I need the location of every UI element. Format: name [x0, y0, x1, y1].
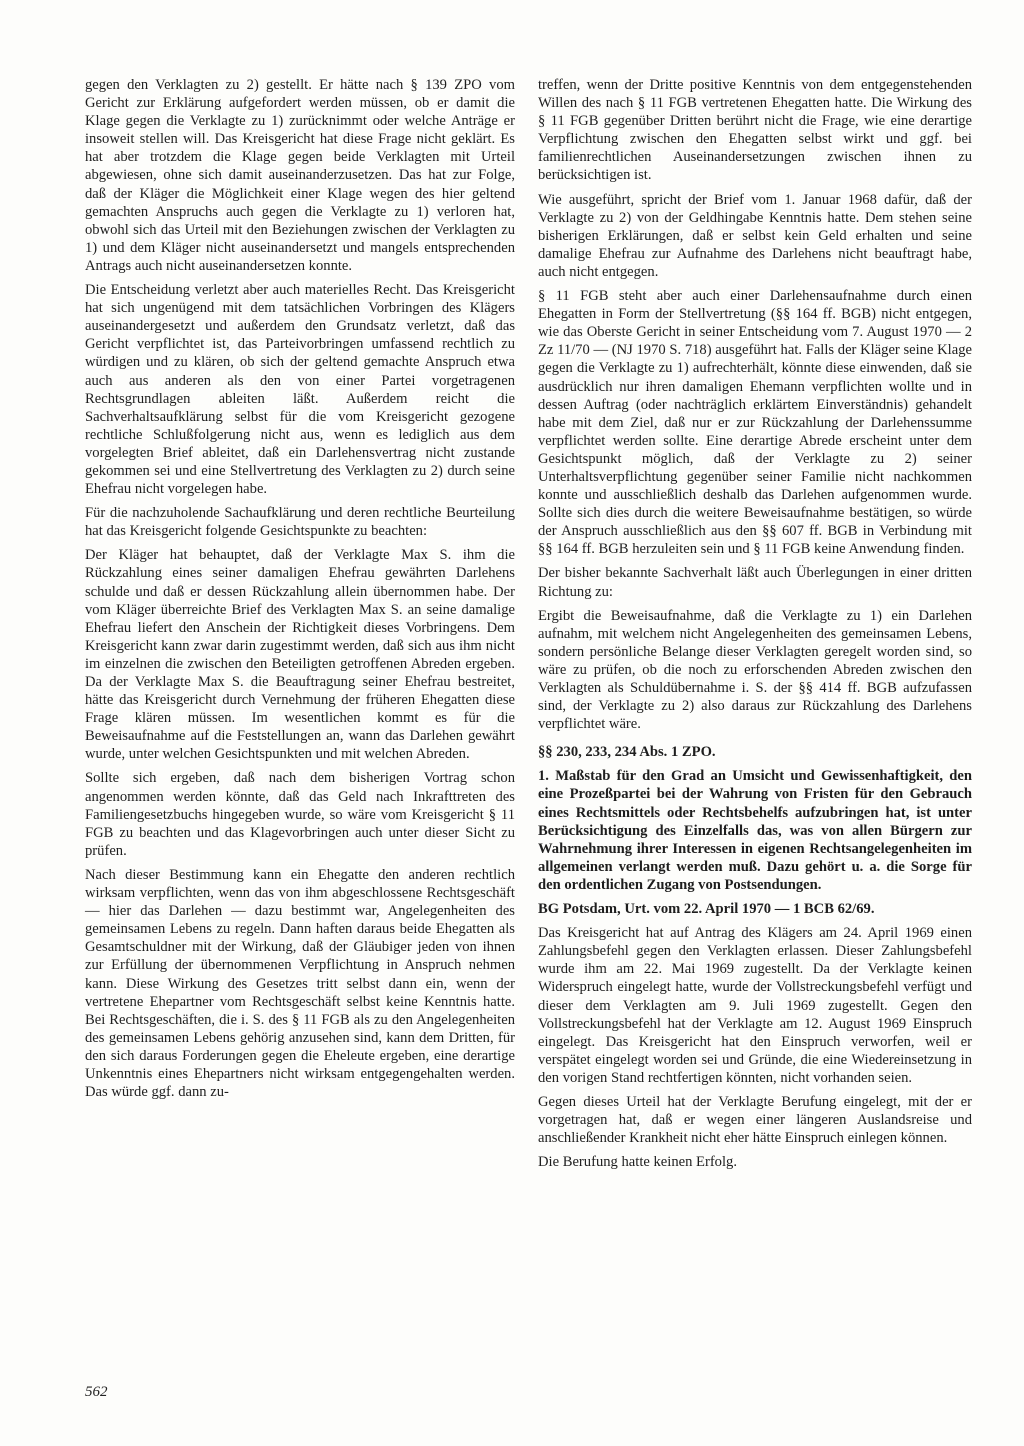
paragraph: Der bisher bekannte Sachverhalt läßt auch Überlegungen in einer dritten Richtung zu: — [538, 565, 972, 600]
paragraph: gegen den Verklagten zu 2) gestellt. Er hätte nach § 139 ZPO vom Gericht zur Erklärung aufgefordert werden müssen, ob er damit die Klage gegen die Verklagte zu 1) zurücknimmt oder welche Anträge er insoweit stellen will. Das Kreisgericht hat diese Frage nicht geklärt. Es hat aber trotzdem die Klage gegen beide Verklagten mit Urteil abgewiesen, ohne sich damit auseinanderzusetzen. Das hat zur Folge, daß der Kläger die Möglichkeit einer Klage wegen des hier geltend gemachten Anspruchs auch gegen die Verklagte zu 1) verloren hat, obwohl sich das Urteil mit den Beziehungen zwischen der Verklagten zu 1) und dem Kläger nicht auseinandersetzt und mangels entsprechenden Antrags auch nicht auseinandersetzen konnte. — [85, 77, 515, 274]
paragraph: Nach dieser Bestimmung kann ein Ehegatte den anderen rechtlich wirksam verpflichten, wenn das von ihm abgeschlossene Rechtsgeschäft — hier das Darlehen — dazu bestimmt war, Angelegenheiten des gemeinsamen Lebens zu regeln. Dann haften daraus beide Ehegatten als Gesamtschuldner mit der Wirkung, daß der Gläubiger jeden von ihnen zur Erfüllung der übernommenen Verpflichtung in Anspruch nehmen kann. Diese Wirkung des Gesetzes tritt selbst dann ein, wenn der vertretene Ehepartner vom Rechtsgeschäft selbst keine Kenntnis hatte. Bei Rechtsgeschäften, die i. S. des § 11 FGB als zu den Angelegenheiten des gemeinsamen Lebens gehörig anzusehen sind, kann dem Dritten, für den sich daraus Forderungen gegen die Eheleute ergeben, eine derartige Unkenntnis eines Ehepartners nicht wirksam entgegengehalten werden. Das würde ggf. dann zu- — [85, 866, 515, 1101]
section-heading: §§ 230, 233, 234 Abs. 1 ZPO. — [538, 744, 716, 761]
paragraph: Gegen dieses Urteil hat der Verklagte Berufung eingelegt, mit der er vorgetragen hat, daß er wegen einer längeren Auslandsreise und anschließender Krankheit nicht eher hätte Einspruch einlegen können. — [538, 1093, 972, 1147]
paragraph: Die Berufung hatte keinen Erfolg. — [538, 1154, 737, 1171]
paragraph: Sollte sich ergeben, daß nach dem bisherigen Vortrag schon angenommen werden könnte, daß das Geld nach Inkrafttreten des Familiengesetzbuchs hingegeben wurde, so wäre vom Kreisgericht § 11 FGB zu beachten und das Klagevorbringen auch unter dieser Sicht zu prüfen. — [85, 770, 515, 859]
paragraph: treffen, wenn der Dritte positive Kenntnis von dem entgegenstehenden Willen des nach § 11 FGB vertretenen Ehegatten hatte. Die Wirkung des § 11 FGB gegenüber Dritten berührt nicht die Frage, wie eine derartige Verpflichtung zwischen den Ehegatten selbst wirkt und ggf. bei familienrechtlichen Auseinandersetzungen zwischen ihnen zu berücksichtigen ist. — [538, 77, 972, 184]
page-number: 562 — [85, 1384, 108, 1400]
paragraph: § 11 FGB steht aber auch einer Darlehensaufnahme durch einen Ehegatten in Form der Stellvertretung (§§ 164 ff. BGB) nicht entgegen, wie das Oberste Gericht in seiner Entscheidung vom 7. August 1970 — 2 Zz 11/70 — (NJ 1970 S. 718) ausgeführt hat. Falls der Kläger seine Klage gegen die Verklagte zu 1) aufrechterhält, könnte diese einwenden, daß sie ausdrücklich nur ihren damaligen Ehemann verpflichten wollte und in dessen Auftrag (oder nachträglich erklärtem Einverständnis) gehandelt habe mit dem Ziel, daß nur er zur Rückzahlung der Darlehenssumme verpflichtet werden sollte. Eine derartige Abrede erscheint unter dem Gesichtspunkt möglich, daß der Verklagte zu 2) seiner Unterhaltsverpflichtung gegenüber seiner Familie nicht nachkommen konnte und ausschließlich deshalb das Darlehen aufgenommen wurde. Sollte sich dies durch die weitere Beweisaufnahme bestätigen, so würde der Anspruch ausschließlich aus den §§ 607 ff. BGB in Verbindung mit §§ 164 ff. BGB herzuleiten sein und § 11 FGB keine Anwendung finden. — [538, 288, 972, 558]
right-column — [538, 76, 972, 1177]
paragraph: Wie ausgeführt, spricht der Brief vom 1. Januar 1968 dafür, daß der Verklagte zu 2) von der Geldhingabe Kenntnis hatte. Dem stehen seine bisherigen Erklärungen, daß er selbst kein Geld erhalten und seine damalige Ehefrau zur Aufnahme des Darlehens nicht beauftragt habe, auch nicht entgegen. — [538, 191, 972, 280]
paragraph: Für die nachzuholende Sachaufklärung und deren rechtliche Beurteilung hat das Kreisgericht folgende Gesichtspunkte zu beachten: — [85, 505, 515, 540]
paragraph: Das Kreisgericht hat auf Antrag des Klägers am 24. April 1969 einen Zahlungsbefehl gegen den Verklagten erlassen. Dieser Zahlungsbefehl wurde ihm am 22. Mai 1969 zugestellt. Da der Verklagte keinen Widerspruch eingelegt hatte, wurde der Vollstreckungsbefehl verfügt und dieser dem Verklagten am 9. Juli 1969 zugestellt. Gegen den Vollstreckungsbefehl hat der Verklagte am 12. August 1969 Einspruch eingelegt. Das Kreisgericht hat den Einspruch verworfen, weil er verspätet eingelegt worden sei und Gründe, die eine Wiedereinsetzung in den vorigen Stand rechtfertigen könnten, nicht vorhanden seien. — [538, 925, 972, 1086]
case-citation: BG Potsdam, Urt. vom 22. April 1970 — 1 BCB 62/69. — [538, 901, 875, 918]
paragraph: Der Kläger hat behauptet, daß der Verklagte Max S. ihm die Rückzahlung eines seiner damaligen Ehefrau gewährten Darlehens schulde und daß er dessen Rückzahlung allein übernommen habe. Der vom Kläger überreichte Brief des Verklagten Max S. an seine damalige Ehefrau liefert den Anschein der Richtigkeit dieses Vorbringens. Dem Kreisgericht kann zwar darin zugestimmt werden, daß sich aus ihm nicht im einzelnen die zwischen den Beteiligten getroffenen Abreden ergeben. Da der Verklagte Max S. die Beauftragung seiner Ehefrau bestreitet, hätte das Kreisgericht durch Vernehmung der früheren Ehegatten diese Frage klären müssen. Im wesentlichen kommt es für die Beweisaufnahme auf die Feststellungen an, wann das Darlehen gewährt wurde, unter welchen Gesichtspunkten und mit welchen Abreden. — [85, 547, 515, 763]
paragraph: Ergibt die Beweisaufnahme, daß die Verklagte zu 1) ein Darlehen aufnahm, mit welchem nicht Angelegenheiten des gemeinsamen Lebens, sondern persönliche Belange dieser Verklagten geregelt worden sind, so wäre zu prüfen, ob die noch zu erforschenden Abreden zwischen den Verklagten als Schuldübernahme i. S. der §§ 414 ff. BGB aufzufassen sind, der Verklagte zu 2) also daraus zur Rückzahlung des Darlehens verpflichtet wäre. — [538, 607, 972, 733]
paragraph: Die Entscheidung verletzt aber auch materielles Recht. Das Kreisgericht hat sich ungenügend mit dem tatsächlichen Vorbringen des Klägers auseinandergesetzt und außerdem den Grundsatz verletzt, daß das Gericht verpflichtet ist, das Parteivorbringen umfassend rechtlich zu würdigen und zu klären, ob sich der geltend gemachte Anspruch etwa auch aus anderen als den von einer Partei vorgetragenen Rechtsgrundlagen ableiten läßt. Außerdem reicht die Sachverhaltsaufklärung selbst für die vom Kreisgericht gezogene rechtliche Schlußfolgerung nicht aus, wenn es lediglich aus dem vorgelegten Brief ableitet, daß ein Darlehensvertrag nicht zustande gekommen sei und eine Stellvertretung des Verklagten zu 2) durch seine Ehefrau nicht vorgelegen habe. — [85, 282, 515, 498]
left-column — [85, 76, 515, 1107]
headnote: 1. Maßstab für den Grad an Umsicht und Gewissenhaftigkeit, den eine Prozeßpartei bei der Wahrung von Fristen für den Gebrauch eines Rechtsmittels oder Rechtsbehelfs aufzubringen hat, ist unter Berücksichtigung des Einzelfalls das, was von allen Bürgern zur Wahrnehmung ihrer Interessen in eigenen Rechtsangelegenheiten im allgemeinen verlangt werden muß. Dazu gehört u. a. die Sorge für den ordentlichen Zugang von Postsendungen. — [538, 768, 972, 893]
